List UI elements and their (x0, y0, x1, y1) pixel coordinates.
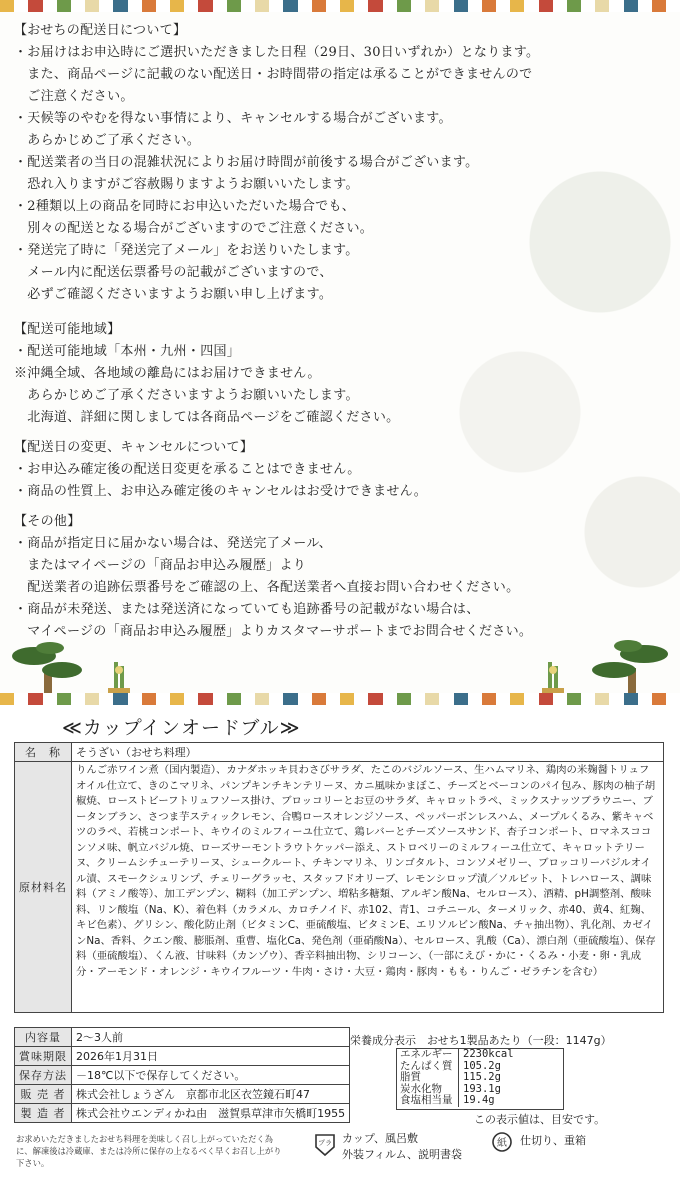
stripe-segment (454, 0, 468, 12)
stripe-segment (553, 693, 567, 705)
nutrition-caption: 栄養成分表示 おせち1製品あたり（一段：1147g） (350, 1034, 612, 1047)
ingredients-label: 原材料名 (15, 762, 72, 1013)
paper-mark-text: 紙 (497, 1138, 507, 1149)
stripe-segment (14, 693, 28, 705)
stripe-segment (312, 0, 326, 12)
notice-line: ご注意ください。 (14, 89, 134, 104)
stripe-segment (298, 0, 312, 12)
stripe-segment (283, 693, 297, 705)
seller-label: 販 売 者 (15, 1085, 72, 1104)
stripe-segment (524, 693, 538, 705)
delivery-area-heading: 【配送可能地域】 (14, 322, 121, 337)
stripe-segment (482, 0, 496, 12)
stripe-segment (510, 693, 524, 705)
bottom-decorative-stripe (0, 693, 680, 705)
table-row (15, 1047, 350, 1066)
stripe-segment (652, 0, 666, 12)
stripe-segment (85, 0, 99, 12)
stripe-segment (595, 0, 609, 12)
stripe-segment (368, 693, 382, 705)
notice-line: 別々の配送となる場合がございますのでご注意ください。 (14, 221, 374, 236)
stripe-segment (439, 693, 453, 705)
maker-value: 株式会社ウエンディかね由 滋賀県草津市矢橋町1955 (72, 1104, 350, 1123)
stripe-segment (28, 0, 42, 12)
stripe-segment (666, 693, 680, 705)
stripe-segment (567, 693, 581, 705)
stripe-segment (340, 693, 354, 705)
stripe-segment (383, 0, 397, 12)
table-row (15, 762, 664, 1013)
stripe-segment (198, 693, 212, 705)
stripe-segment (624, 693, 638, 705)
stripe-segment (198, 0, 212, 12)
stripe-segment (638, 0, 652, 12)
notice-line: また、商品ページに記載のない配送日・お時間帯の指定は承ることができませんので (14, 67, 533, 82)
stripe-segment (255, 693, 269, 705)
nutrition-value: 2230kcal (463, 1048, 514, 1060)
nutrition-table (396, 1048, 564, 1110)
notice-line: ※沖縄全域、各地域の離島にはお届けできません。 (14, 366, 321, 381)
plastic-recycle-mark-icon (314, 1131, 336, 1157)
product-main-table (14, 742, 664, 1013)
change-cancel-section (14, 437, 674, 503)
stripe-segment (99, 0, 113, 12)
stripe-segment (128, 693, 142, 705)
stripe-segment (354, 693, 368, 705)
stripe-segment (71, 0, 85, 12)
expiry-label: 賞味期限 (15, 1047, 72, 1066)
stripe-segment (624, 0, 638, 12)
notice-line: ・商品が指定日に届かない場合は、発送完了メール、 (14, 536, 332, 551)
notice-line: ・商品の性質上、お申込み確定後のキャンセルはお受けできません。 (14, 484, 428, 499)
stripe-segment (468, 0, 482, 12)
stripe-segment (439, 0, 453, 12)
maker-label: 製 造 者 (15, 1104, 72, 1123)
expiry-value: 2026年1月31日 (72, 1047, 350, 1066)
stripe-segment (383, 693, 397, 705)
plastic-mark-text: プラ (318, 1139, 332, 1147)
notice-line: ・お届けはお申込時にご選択いただきました日程（29日、30日いずれか）となります。 (14, 45, 540, 60)
other-heading: 【その他】 (14, 514, 81, 529)
stripe-segment (397, 0, 411, 12)
stripe-segment (43, 0, 57, 12)
nutrition-label: 脂質 (397, 1072, 459, 1084)
stripe-segment (142, 0, 156, 12)
notice-line: ・商品が未発送、または発送済になっていても追跡番号の記載がない場合は、 (14, 602, 480, 617)
stripe-segment (581, 693, 595, 705)
stripe-segment (411, 693, 425, 705)
seller-value: 株式会社しょうざん 京都市北区衣笠鏡石町47 (72, 1085, 350, 1104)
stripe-segment (524, 0, 538, 12)
storage-label: 保存方法 (15, 1066, 72, 1085)
notice-line: ・天候等のやむを得ない事情により、キャンセルする場合がございます。 (14, 111, 452, 126)
delivery-area-section (14, 319, 674, 429)
stripe-segment (99, 693, 113, 705)
thawing-care-note: お求めいただきましたおせち料理を美味しく召し上がっていただく為に、解凍後は冷蔵庫、または冷所に保存の上なるべく早くお召し上がり下さい。 (16, 1134, 282, 1168)
stripe-segment (269, 693, 283, 705)
stripe-segment (213, 693, 227, 705)
notice-line: あらかじめご了承ください。 (14, 133, 201, 148)
stripe-segment (666, 0, 680, 12)
content-value: 2～3人前 (72, 1028, 350, 1047)
stripe-segment (539, 693, 553, 705)
top-decorative-stripe (0, 0, 680, 12)
table-row (15, 743, 664, 762)
stripe-segment (652, 693, 666, 705)
paper-items-line-1: 仕切り、重箱 (520, 1134, 586, 1147)
other-lines (14, 533, 674, 643)
stripe-segment (638, 693, 652, 705)
notice-line: ・発送完了時に「発送完了メール」をお送りいたします。 (14, 243, 359, 258)
stripe-segment (85, 693, 99, 705)
content-label: 内容量 (15, 1028, 72, 1047)
stripe-segment (43, 693, 57, 705)
plastic-items-line-1: カップ、風呂敷 (342, 1132, 419, 1145)
stripe-segment (510, 0, 524, 12)
stripe-segment (170, 693, 184, 705)
stripe-segment (595, 693, 609, 705)
plastic-items-line-2: 外装フィルム、説明書袋 (342, 1148, 463, 1161)
nutrition-row (397, 1095, 563, 1107)
nutrition-value: 19.4g (463, 1094, 495, 1106)
paper-recycle-mark-icon (490, 1131, 514, 1153)
stripe-segment (553, 0, 567, 12)
nutrition-value: 193.1g (463, 1082, 501, 1095)
stripe-segment (425, 0, 439, 12)
stripe-segment (113, 693, 127, 705)
stripe-segment (581, 0, 595, 12)
stripe-segment (340, 0, 354, 12)
stripe-segment (241, 0, 255, 12)
product-info-table (14, 1027, 350, 1123)
stripe-segment (368, 0, 382, 12)
name-value: そうざい（おせち料理） (72, 743, 664, 762)
product-label-section (0, 705, 680, 1179)
stripe-segment (255, 0, 269, 12)
table-row (15, 1104, 350, 1123)
stripe-segment (14, 0, 28, 12)
delivery-date-section (14, 20, 674, 306)
notice-line: 北海道、詳細に関しましては各商品ページをご確認ください。 (14, 410, 400, 425)
stripe-segment (326, 693, 340, 705)
stripe-segment (411, 0, 425, 12)
stripe-segment (482, 693, 496, 705)
notice-line: またはマイページの「商品お申込み履歴」より (14, 558, 307, 573)
nutrition-value: 115.2g (463, 1071, 501, 1083)
notice-line: ・配送業者の当日の混雑状況によりお届け時間が前後する場合がございます。 (14, 155, 479, 170)
notice-line: 恐れ入りますがご容赦賜りますようお願いいたします。 (14, 177, 359, 192)
nutrition-note: この表示値は、目安です。 (474, 1113, 606, 1126)
stripe-segment (142, 693, 156, 705)
delivery-area-lines (14, 341, 674, 429)
stripe-segment (128, 0, 142, 12)
notice-line: マイページの「商品お申込み履歴」よりカスタマーサポートまでお問合せください。 (14, 624, 533, 639)
other-section (14, 511, 674, 643)
table-row (15, 1085, 350, 1104)
notice-line: 配送業者の追跡伝票番号をご確認の上、各配送業者へ直接お問い合わせください。 (14, 580, 520, 595)
plastic-items (342, 1131, 462, 1163)
notice-line: 必ずご確認くださいますようお願い申し上げます。 (14, 287, 333, 302)
stripe-segment (0, 693, 14, 705)
stripe-segment (156, 0, 170, 12)
stripe-segment (71, 693, 85, 705)
table-row (15, 1028, 350, 1047)
stripe-segment (184, 693, 198, 705)
stripe-segment (354, 0, 368, 12)
pine-tree-left-icon (10, 640, 90, 700)
stripe-segment (184, 0, 198, 12)
stripe-segment (454, 693, 468, 705)
stripe-segment (496, 0, 510, 12)
stripe-segment (57, 693, 71, 705)
stripe-segment (213, 0, 227, 12)
stripe-segment (298, 693, 312, 705)
stripe-segment (397, 693, 411, 705)
change-cancel-heading: 【配送日の変更、キャンセルについて】 (14, 440, 254, 455)
delivery-date-heading: 【おせちの配送日について】 (14, 23, 187, 38)
name-label: 名 称 (15, 743, 72, 762)
stripe-segment (170, 0, 184, 12)
stripe-segment (539, 0, 553, 12)
stripe-segment (57, 0, 71, 12)
stripe-segment (312, 693, 326, 705)
stripe-segment (269, 0, 283, 12)
stripe-segment (609, 0, 623, 12)
stripe-segment (567, 0, 581, 12)
notice-line: ・配送可能地域「本州・九州・四国」 (14, 344, 241, 359)
nutrition-value: 105.2g (463, 1059, 501, 1072)
notice-line: ・2種類以上の商品を同時にお申込いただいた場合でも、 (14, 199, 356, 214)
stripe-segment (28, 693, 42, 705)
stripe-segment (113, 0, 127, 12)
stripe-segment (609, 693, 623, 705)
delivery-date-lines (14, 42, 674, 306)
stripe-segment (227, 0, 241, 12)
storage-value: －18℃以下で保存してください。 (72, 1066, 350, 1085)
notice-line: ・お申込み確定後の配送日変更を承ることはできません。 (14, 462, 361, 477)
stripe-segment (227, 693, 241, 705)
stripe-segment (156, 693, 170, 705)
product-title: ≪カップインオードブル≫ (62, 717, 301, 739)
nutrition-row (397, 1049, 563, 1061)
stripe-segment (326, 0, 340, 12)
paper-items (520, 1133, 586, 1149)
nutrition-label: エネルギー (397, 1049, 459, 1061)
nutrition-row (397, 1072, 563, 1084)
notice-line: メール内に配送伝票番号の記載がございますので、 (14, 265, 333, 280)
notice-line: あらかじめご了承くださいますようお願いいたします。 (14, 388, 359, 403)
nutrition-label: 食塩相当量 (397, 1095, 459, 1107)
stripe-segment (0, 0, 14, 12)
ingredients-value: りんご赤ワイン煮（国内製造）、カナダホッキ貝わさびサラダ、たこのバジルソース、生ハムマリネ、鶏肉の米麹醤トリュフオイル仕立て、きのこマリネ、パンプキンチキンテリーヌ、カニ風味かまぼこ、チーズとベーコンのパイ包み、豚肉の柚子胡椒焼、ローストビーフトリュフソース掛け、ブロッコリーとお豆のサラダ、キャロットラペ、ミックスナッツブラウニー、ブータンブラン、さつま芋スティックレモン、合鴨ロースオレンジソース、ペッパーボンレスハム、メープルくるみ、紫キャベツのラペ、若桃コンポート、キウイのミルフィーユ仕立て、鶏レバーとチーズソースサンド、杏子コンポート、ロマネスココンソメ味、帆立バジル焼、ローズサーモントラウトケッパー添え、ストロベリーのミルフィーユ仕立て、キャロットテリーヌ、クリームシチューテリーヌ、シュークルート、チキンマリネ、リンゴタルト、コンソメゼリー、ブロッコリーバジルオイル漬、スモークシュリンプ、チェリーグラッセ、スタッフドオリーブ、レモンシロップ漬／ソルビット、トレハロース、調味料（アミノ酸等）、加工デンプン、糊料（加工デンプン、増粘多糖類、アルギン酸Na、セルロース）、酒精、pH調整剤、酸味料、リン酸塩（Na、K）、着色料（カラメル、カロチノイド、赤102、青1、コチニール、ターメリック、赤40、黄4、紅麹、キビ色素）、グリシン、酸化防止剤（ビタミンC、亜硫酸塩、ビタミンE、エリソルビン酸Na、チャ抽出物）、乳化剤、カゼインNa、香料、クエン酸、膨脹剤、重曹、塩化Ca、発色剤（亜硝酸Na）、セルロース、乳酸（Ca）、漂白剤（亜硫酸塩）、保存料（亜硫酸塩）、くん液、甘味料（カンゾウ）、香辛料抽出物、シリコーン、（一部にえび・かに・くるみ・小麦・卵・乳成分・アーモンド・オレンジ・キウイフルーツ・牛肉・さけ・大豆・鶏肉・豚肉・もも・りんご・ゼラチンを含む） (72, 762, 664, 1013)
table-row (15, 1066, 350, 1085)
stripe-segment (496, 693, 510, 705)
stripe-segment (283, 0, 297, 12)
stripe-segment (241, 693, 255, 705)
change-cancel-lines (14, 459, 674, 503)
pine-tree-right-icon (584, 640, 670, 700)
nutrition-label: たんぱく質 (397, 1061, 459, 1073)
notice-section (0, 12, 680, 693)
stripe-segment (425, 693, 439, 705)
nutrition-label: 炭水化物 (397, 1084, 459, 1096)
stripe-segment (468, 693, 482, 705)
